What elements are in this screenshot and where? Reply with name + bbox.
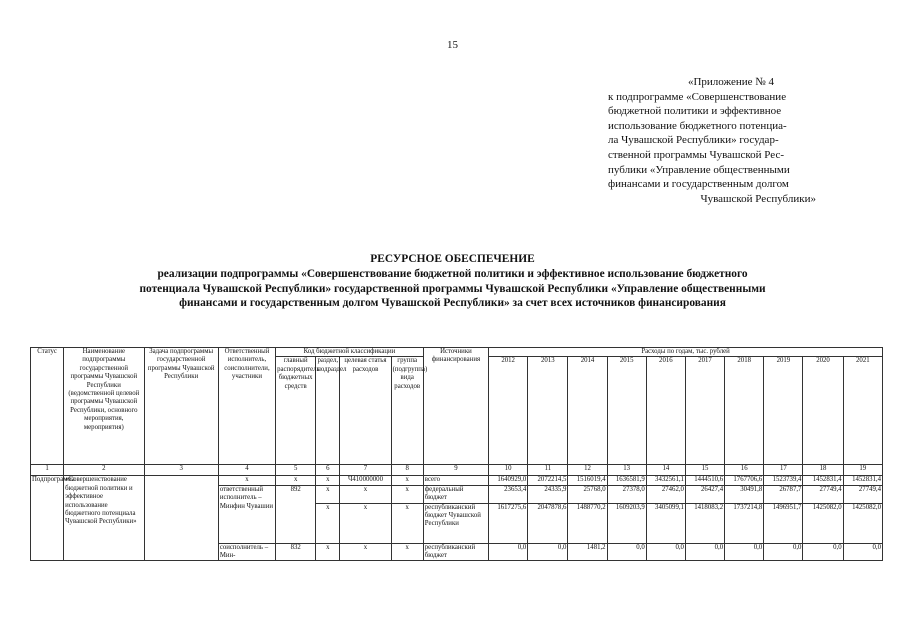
column-number: 19 (843, 465, 882, 476)
year-header: 2017 (685, 357, 724, 465)
header-responsible: Ответственный исполнитель, соисполнители, участники (218, 348, 275, 465)
column-number: 15 (685, 465, 724, 476)
year-header: 2013 (528, 357, 568, 465)
value-cell: 2072214,5 (528, 476, 568, 485)
column-number: 14 (646, 465, 685, 476)
value-cell: 1737214,8 (725, 503, 764, 543)
rzpr-cell: х (316, 543, 340, 561)
header-rzpr: раздел, подраздел (316, 357, 340, 465)
source-cell: республиканский бюджет Чувашской Республики (423, 503, 488, 543)
rzpr-cell: х (316, 503, 340, 543)
value-cell: 0,0 (843, 543, 882, 561)
value-cell: 1767706,6 (725, 476, 764, 485)
source-cell: федеральный бюджет (423, 485, 488, 503)
value-cell: 0,0 (528, 543, 568, 561)
value-cell: 0,0 (489, 543, 528, 561)
value-cell: 0,0 (685, 543, 724, 561)
value-cell: 0,0 (607, 543, 646, 561)
value-cell: 1488770,2 (568, 503, 607, 543)
title-line: потенциала Чувашской Республики» государственной программы Чувашской Республики «Управление общественными (139, 282, 766, 295)
column-number: 1 (31, 465, 64, 476)
annex-line: финансами и государственным долгом (608, 178, 789, 191)
value-cell: 1481,2 (568, 543, 607, 561)
grbs-cell: х (276, 476, 316, 485)
status-cell: Подпрограмма (31, 476, 64, 561)
value-cell: 27749,4 (843, 485, 882, 503)
task-cell (144, 476, 218, 561)
csr-cell: Ч410000000 (340, 476, 391, 485)
vr-cell: х (391, 476, 423, 485)
value-cell: 23653,4 (489, 485, 528, 503)
column-number: 7 (340, 465, 391, 476)
year-header: 2018 (725, 357, 764, 465)
column-number: 16 (725, 465, 764, 476)
annex-line: к подпрограмме «Совершенствование (608, 90, 787, 103)
column-number: 2 (64, 465, 144, 476)
header-budget-code: Код бюджетной классификации (276, 348, 424, 357)
value-cell: 3405099,1 (646, 503, 685, 543)
column-number: 6 (316, 465, 340, 476)
year-header: 2014 (568, 357, 607, 465)
resource-table (30, 347, 883, 561)
csr-cell: х (340, 543, 391, 561)
value-cell: 27378,0 (607, 485, 646, 503)
column-number: 5 (276, 465, 316, 476)
value-cell: 27462,0 (646, 485, 685, 503)
page-number: 15 (447, 39, 458, 51)
column-number: 11 (528, 465, 568, 476)
program-name-cell: «Совершенствование бюджетной политики и эффективное использование бюджетного потенциала Чувашской Республики» (64, 476, 144, 561)
year-header: 2020 (803, 357, 843, 465)
value-cell: 1523739,4 (764, 476, 803, 485)
header-vr: группа (подгруппа) вида расходов (391, 357, 423, 465)
value-cell: 26427,4 (685, 485, 724, 503)
column-number: 10 (489, 465, 528, 476)
header-csr: целевая статья расходов (340, 357, 391, 465)
responsible-cell: ответственный исполнитель – Минфин Чувашии (218, 485, 275, 543)
annex-line: бюджетной политики и эффективное (608, 105, 782, 118)
table-row (31, 476, 883, 485)
header-grbs: главный распорядитель бюджетных средств (276, 357, 316, 465)
source-cell: республиканский бюджет (423, 543, 488, 561)
year-header: 2021 (843, 357, 882, 465)
value-cell: 1636581,9 (607, 476, 646, 485)
column-number: 3 (144, 465, 218, 476)
title-line: РЕСУРСНОЕ ОБЕСПЕЧЕНИЕ (370, 253, 535, 265)
year-header: 2015 (607, 357, 646, 465)
annex-line: ла Чувашской Республики» государ- (608, 134, 779, 147)
annex-line: ственной программы Чувашской Рес- (608, 148, 784, 161)
responsible-cell: х (218, 476, 275, 485)
title-line: финансами и государственным долгом Чувашской Республики» за счет всех источников финансирования (179, 297, 726, 310)
value-cell: 25768,0 (568, 485, 607, 503)
title-line: реализации подпрограммы «Совершенствование бюджетной политики и эффективное использование бюджетного (157, 267, 748, 280)
csr-cell: х (340, 485, 391, 503)
column-number: 12 (568, 465, 607, 476)
value-cell: 26787,7 (764, 485, 803, 503)
value-cell: 1444510,6 (685, 476, 724, 485)
value-cell: 0,0 (646, 543, 685, 561)
annex-title: «Приложение № 4 (687, 76, 774, 88)
vr-cell: х (391, 543, 423, 561)
header-status: Статус (31, 348, 64, 465)
year-header: 2012 (489, 357, 528, 465)
grbs-cell: 892 (276, 485, 316, 543)
value-cell: 24335,9 (528, 485, 568, 503)
annex-header (608, 75, 844, 206)
rzpr-cell: х (316, 476, 340, 485)
responsible-cell: соисполнитель – Мин- (218, 543, 275, 561)
annex-line: использование бюджетного потенциа- (608, 119, 787, 132)
header-expenses: Расходы по годам, тыс. рублей (489, 348, 883, 357)
value-cell: 1425082,0 (803, 503, 843, 543)
value-cell: 1425082,0 (843, 503, 882, 543)
document-title (40, 252, 865, 311)
value-cell: 0,0 (725, 543, 764, 561)
header-task: Задача подпрограммы государственной программы Чувашской Республики (144, 348, 218, 465)
year-header: 2016 (646, 357, 685, 465)
annex-line: публики «Управление общественными (608, 163, 790, 176)
value-cell: 1452831,4 (803, 476, 843, 485)
source-cell: всего (423, 476, 488, 485)
value-cell: 1516019,4 (568, 476, 607, 485)
column-numbers-row (31, 465, 883, 476)
value-cell: 3432561,1 (646, 476, 685, 485)
header-name: Наименование подпрограммы государственной программы Чувашской Республики (ведомственной целевой программы Чувашской Республики, основного мероприятия, мероприятия) (64, 348, 144, 465)
column-number: 17 (764, 465, 803, 476)
value-cell: 0,0 (764, 543, 803, 561)
value-cell: 30491,8 (725, 485, 764, 503)
value-cell: 2047878,6 (528, 503, 568, 543)
value-cell: 1452831,4 (843, 476, 882, 485)
column-number: 4 (218, 465, 275, 476)
year-header: 2019 (764, 357, 803, 465)
value-cell: 1418083,2 (685, 503, 724, 543)
column-number: 18 (803, 465, 843, 476)
value-cell: 1640929,0 (489, 476, 528, 485)
rzpr-cell: х (316, 485, 340, 503)
vr-cell: х (391, 485, 423, 503)
header-sources: Источники финансирования (423, 348, 488, 465)
value-cell: 1617275,6 (489, 503, 528, 543)
value-cell: 1609203,9 (607, 503, 646, 543)
grbs-cell: 832 (276, 543, 316, 561)
value-cell: 0,0 (803, 543, 843, 561)
annex-line-last: Чувашской Республики» (700, 192, 816, 205)
value-cell: 1496951,7 (764, 503, 803, 543)
column-number: 9 (423, 465, 488, 476)
vr-cell: х (391, 503, 423, 543)
column-number: 13 (607, 465, 646, 476)
value-cell: 27749,4 (803, 485, 843, 503)
csr-cell: х (340, 503, 391, 543)
column-number: 8 (391, 465, 423, 476)
